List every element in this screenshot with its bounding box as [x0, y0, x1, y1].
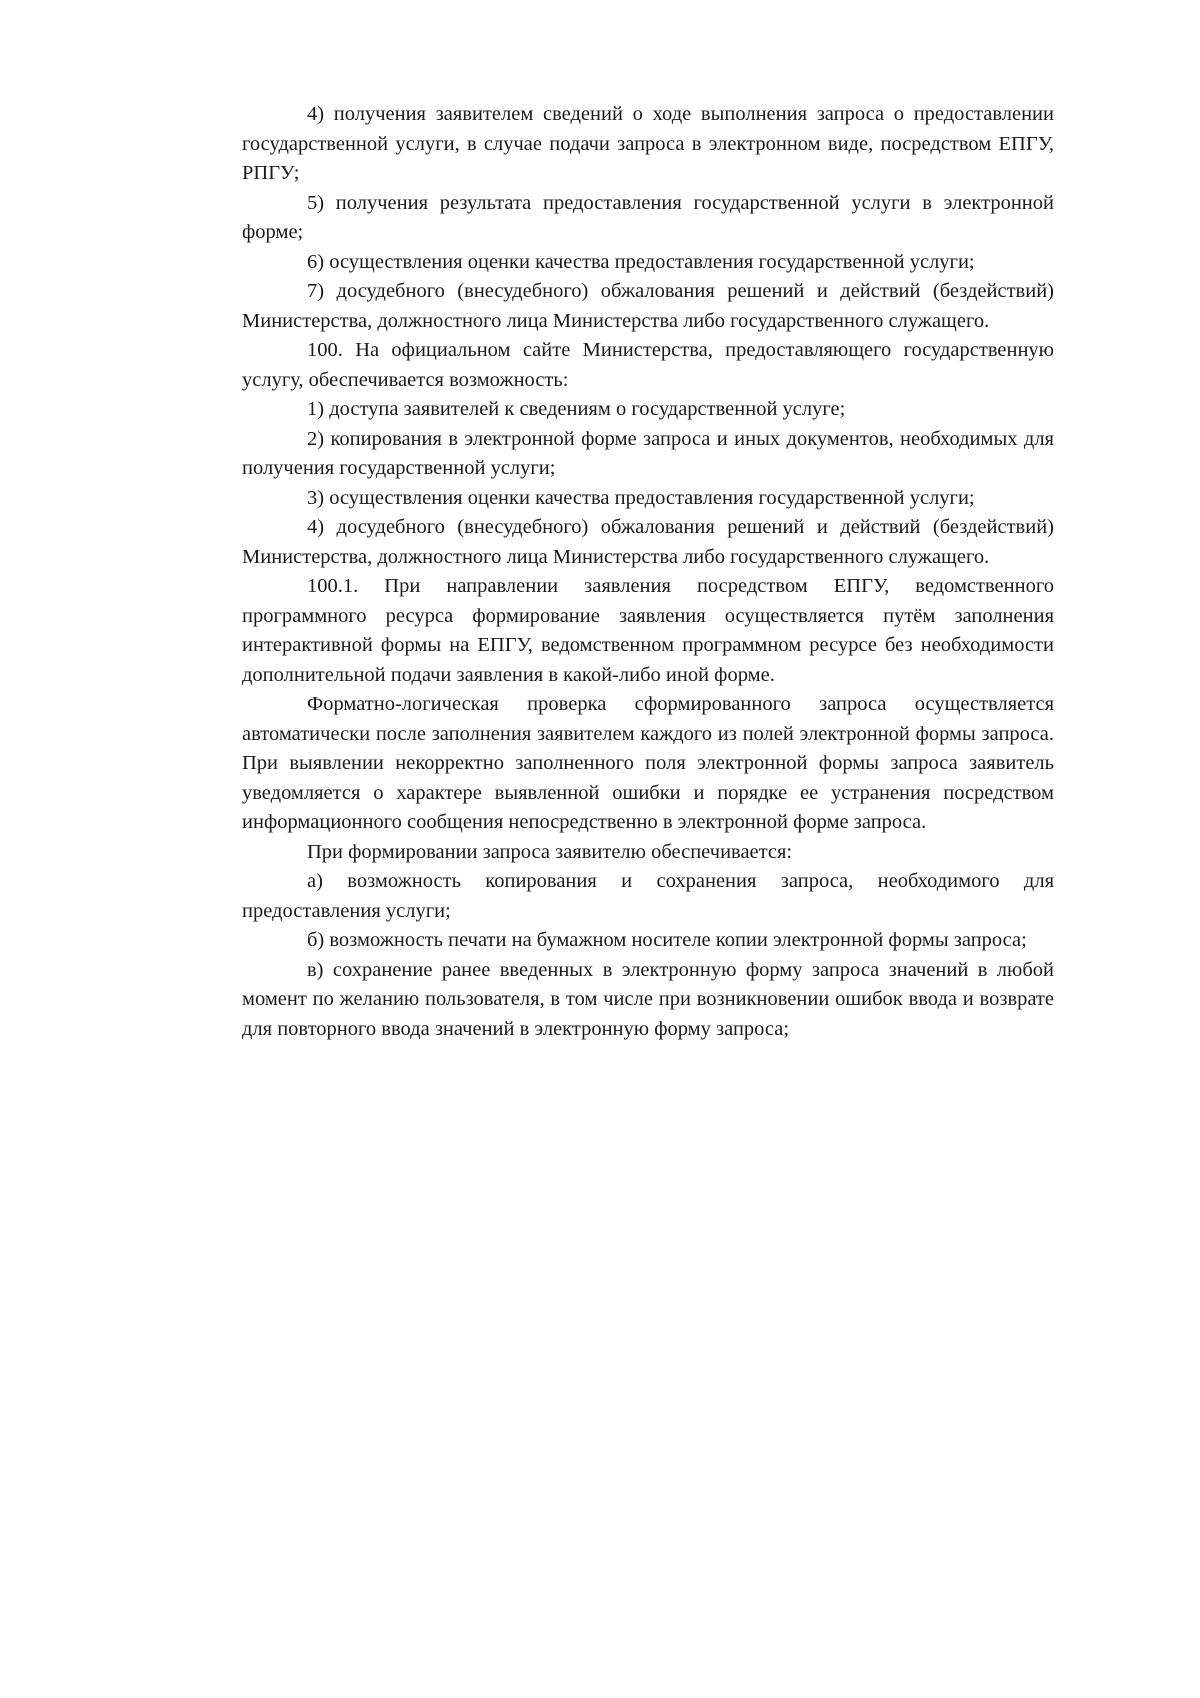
paragraph-100-item-2: 2) копирования в электронной форме запроса и иных документов, необходимых для получения государственной услуги;	[242, 427, 1054, 479]
document-body	[242, 100, 1054, 1044]
paragraph-100-item-4: 4) досудебного (внесудебного) обжалования решений и действий (бездействий) Министерства, должностного лица Министерства либо государственного служащего.	[242, 516, 1054, 568]
paragraph-item-b: б) возможность печати на бумажном носителе копии электронной формы запроса;	[307, 929, 1027, 951]
paragraph-request-formation-intro: При формировании запроса заявителю обеспечивается:	[307, 840, 793, 863]
paragraph-item-a: а) возможность копирования и сохранения запроса, необходимого для предоставления услуги;	[242, 870, 1054, 922]
paragraph-format-logic-check: Форматно-логическая проверка сформированного запроса осуществляется автоматически после заполнения заявителем каждого из полей электронной формы запроса. При выявлении некорректно заполненного поля электронной формы запроса заявитель уведомляется о характере выявленной ошибки и порядке ее устранения посредством информационного сообщения непосредственно в электронной форме запроса.	[242, 693, 1054, 833]
paragraph-100-item-3: 3) осуществления оценки качества предоставления государственной услуги;	[307, 486, 975, 509]
paragraph-100-item-1: 1) доступа заявителей к сведениям о государственной услуге;	[307, 398, 846, 420]
paragraph-item-4-status-tracking: 4) получения заявителем сведений о ходе выполнения запроса о предоставлении государственной услуги, в случае подачи запроса в электронном виде, посредством ЕПГУ, РПГУ;	[242, 103, 1054, 184]
paragraph-section-100: 100. На официальном сайте Министерства, предоставляющего государственную услугу, обеспечивается возможность:	[242, 339, 1054, 391]
paragraph-section-100-1: 100.1. При направлении заявления посредством ЕПГУ, ведомственного программного ресурса формирование заявления осуществляется путём заполнения интерактивной формы на ЕПГУ, ведомственном программном ресурсе без необходимости дополнительной подачи заявления в какой-либо иной форме.	[242, 575, 1054, 686]
paragraph-item-v: в) сохранение ранее введенных в электронную форму запроса значений в любой момент по желанию пользователя, в том числе при возникновении ошибок ввода и возврате для повторного ввода значений в электронную форму запроса;	[242, 958, 1054, 1040]
paragraph-item-6-quality-assessment: 6) осуществления оценки качества предоставления государственной услуги;	[307, 250, 975, 273]
paragraph-item-7-pretrial-appeal: 7) досудебного (внесудебного) обжалования решений и действий (бездействий) Министерства, должностного лица Министерства либо государственного служащего.	[242, 280, 1054, 332]
paragraph-item-5-result-electronic: 5) получения результата предоставления государственной услуги в электронной форме;	[242, 191, 1054, 243]
